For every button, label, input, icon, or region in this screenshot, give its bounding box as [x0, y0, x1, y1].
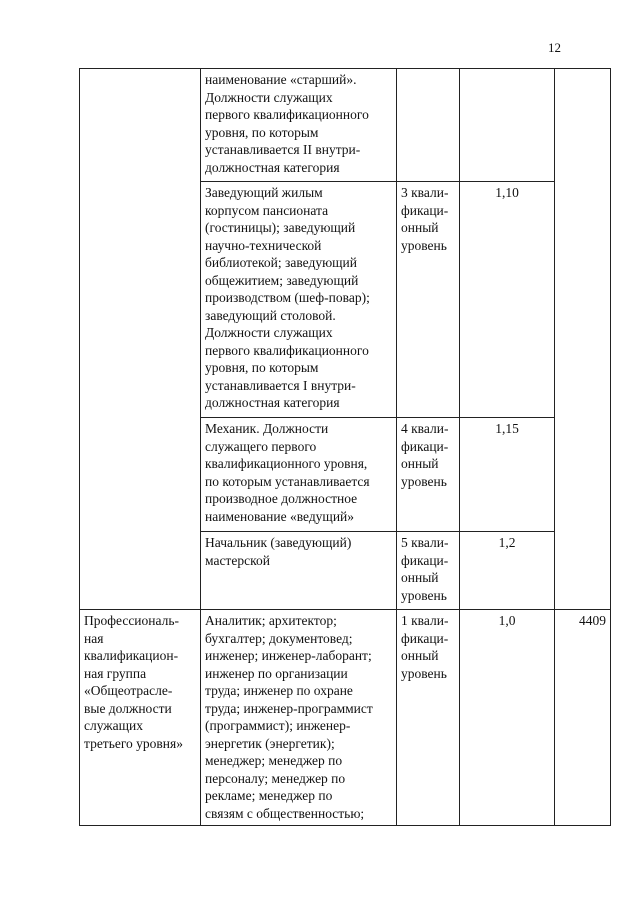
- page-number: 12: [548, 40, 561, 55]
- coefficient-cell: [460, 418, 555, 532]
- level-cell: [397, 182, 460, 418]
- positions-text: наименование «старший». Должности служащих первого квалификационного уровня, по которым устанавливается II внутри- должностная категория: [205, 72, 369, 175]
- level-cell: [397, 532, 460, 610]
- coefficient-text: 1,0: [498, 613, 516, 628]
- positions-text: Аналитик; архитектор; бухгалтер; документовед; инженер; инженер-лаборант; инженер по организации труда; инженер по охране труда; инженер-программист (программист); инженер- энергетик (энергетик); менеджер; менеджер по персоналу; менеджер по рекламе; менеджер по связям с общественностью;: [205, 613, 373, 821]
- salary-table: [79, 68, 611, 826]
- level-cell: [397, 610, 460, 826]
- salary-cell-empty: [555, 69, 611, 610]
- positions-cell: [201, 182, 397, 418]
- positions-cell: [201, 610, 397, 826]
- coefficient-cell: [460, 532, 555, 610]
- group-text: Профессиональ- ная квалификацион- ная группа «Общеотрасле- вые должности служащих третьего уровня»: [84, 613, 183, 751]
- positions-cell: [201, 69, 397, 182]
- coefficient-text: 1,2: [498, 535, 516, 550]
- table-row: [80, 69, 611, 182]
- level-text: 3 квали- фикаци- онный уровень: [401, 185, 449, 253]
- table-row: [80, 610, 611, 826]
- positions-cell: [201, 418, 397, 532]
- salary-cell: [555, 610, 611, 826]
- coefficient-text: 1,10: [495, 185, 519, 200]
- positions-text: Заведующий жилым корпусом пансионата (гостиницы); заведующий научно-технической библиотекой; заведующий общежитием; заведующий производством (шеф-повар); заведующий столовой. Должности служащих первого квалификационного уровня, по которым устанавливается I внутри- должностная категория: [205, 185, 370, 410]
- salary-text: 4409: [579, 613, 606, 628]
- group-cell: [80, 610, 201, 826]
- level-text: 5 квали- фикаци- онный уровень: [401, 535, 449, 603]
- level-cell: [397, 418, 460, 532]
- coefficient-cell: [460, 69, 555, 182]
- group-cell-empty: [80, 69, 201, 610]
- positions-cell: [201, 532, 397, 610]
- coefficient-text: 1,15: [495, 421, 519, 436]
- level-text: 1 квали- фикаци- онный уровень: [401, 613, 449, 681]
- coefficient-cell: [460, 182, 555, 418]
- level-text: 4 квали- фикаци- онный уровень: [401, 421, 449, 489]
- positions-text: Начальник (заведующий) мастерской: [205, 535, 352, 568]
- level-cell: [397, 69, 460, 182]
- coefficient-cell: [460, 610, 555, 826]
- positions-text: Механик. Должности служащего первого квалификационного уровня, по которым устанавливается производное должностное наименование «ведущий»: [205, 421, 370, 524]
